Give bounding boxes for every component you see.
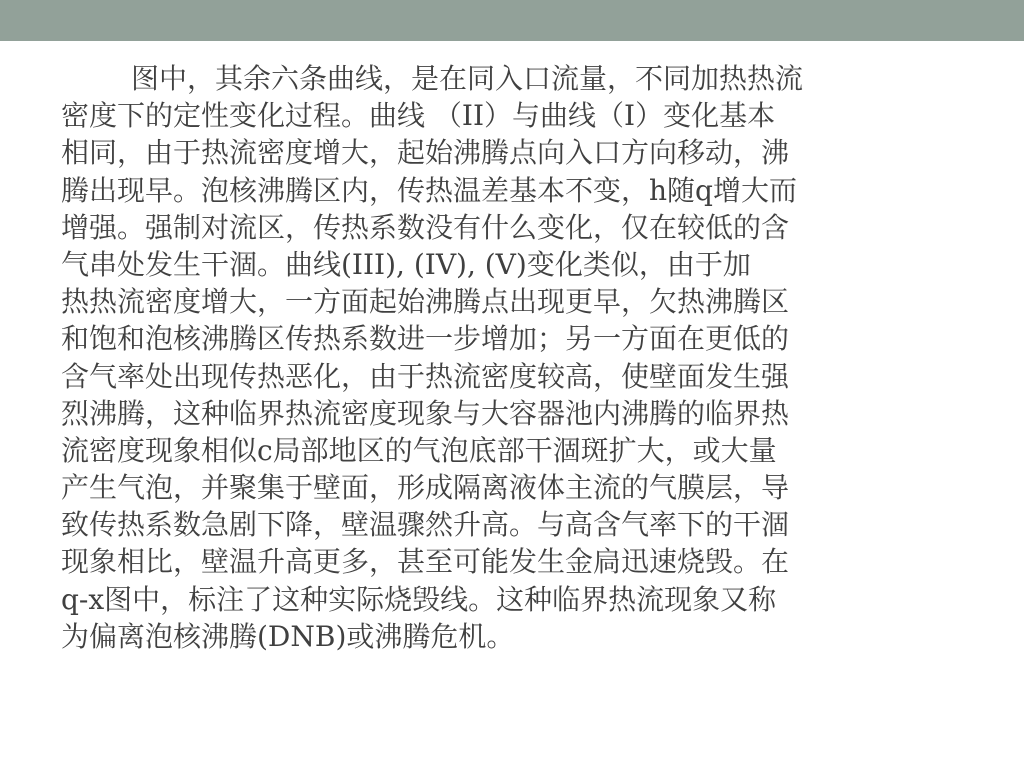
- paragraph-line: q-x图中，标注了这种实际烧毁线。这种临界热流现象又称: [61, 582, 777, 616]
- paragraph-line: 现象相比，壁温升高更多，甚至可能发生金扃迅速烧毁。在: [61, 545, 790, 579]
- paragraph-line: 产生气泡，并聚集于壁面，形成隔离液体主流的气膜层，导: [61, 471, 790, 505]
- paragraph-line: 烈沸腾，这种临界热流密度现象与大容器池内沸腾的临界热: [61, 396, 790, 430]
- paragraph-line: 增强。强制对流区，传热系数没有什么变化，仅在较低的含: [61, 210, 790, 244]
- paragraph-line: 和饱和泡核沸腾区传热系数进一步增加；另一方面在更低的: [61, 322, 790, 356]
- paragraph-line: 流密度现象相似c局部地区的气泡底部干涸斑扩大，或大量: [61, 433, 777, 467]
- paragraph-line: 热热流密度增大，一方面起始沸腾点出现更早，欠热沸腾区: [61, 285, 790, 319]
- paragraph-line: 含气率处出现传热恶化，由于热流密度较高，使壁面发生强: [61, 359, 790, 393]
- slide-header-bar: [0, 0, 1024, 41]
- paragraph-line: 腾出现早。泡核沸腾区内，传热温差基本不变，h随q增大而: [61, 173, 797, 207]
- paragraph-line: 图中，其余六条曲线，是在同入口流量，不同加热热流: [131, 62, 804, 95]
- paragraph-line: 致传热系数急剧下降，壁温骤然升高。与高含气率下的干涸: [61, 508, 790, 542]
- paragraph-line: 为偏离泡核沸腾(DNB)或沸腾危机。: [61, 619, 515, 653]
- paragraph-line: 相同，由于热流密度增大，起始沸腾点向入口方向移动，沸: [61, 136, 790, 170]
- slide-text-body: [61, 60, 961, 655]
- paragraph-line: 气串处发生干涸。曲线(III), (IV), (V)变化类似，由于加: [61, 247, 751, 281]
- paragraph-line: 密度下的定性变化过程。曲线 （II）与曲线（I）变化基本: [61, 99, 776, 133]
